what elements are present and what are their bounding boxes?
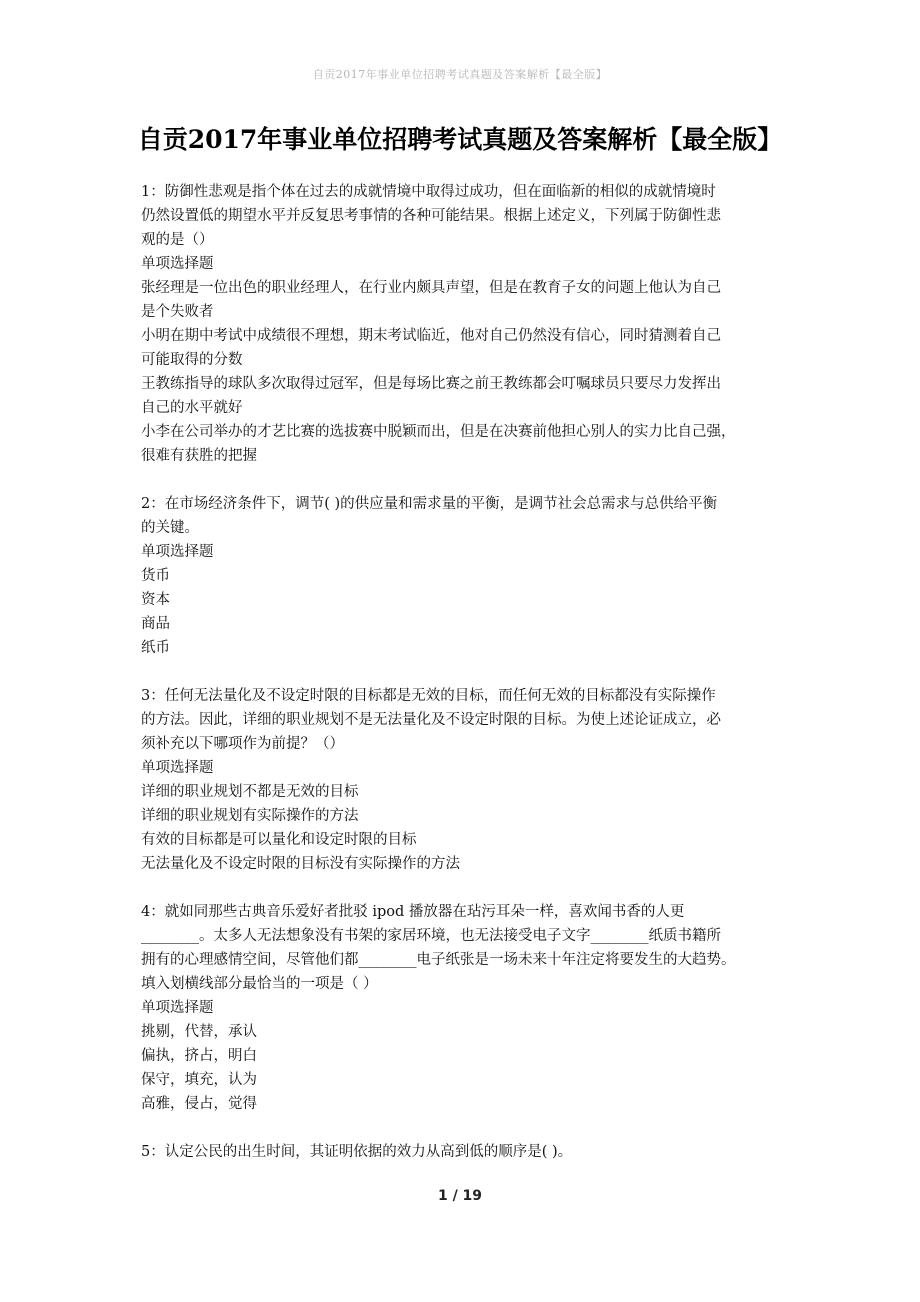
question-text-line: 填入划横线部分最恰当的一项是（ ） <box>141 976 378 992</box>
document-title: 自贡2017年事业单位招聘考试真题及答案解析【最全版】 <box>137 125 783 154</box>
question-text-line: 2：在市场经济条件下，调节( )的供应量和需求量的平衡，是调节社会总需求与总供给平衡 <box>141 496 718 512</box>
question-text-line: 的方法。因此，详细的职业规划不是无法量化及不设定时限的目标。为使上述论证成立，必 <box>141 712 721 728</box>
question-text-line: 观的是（） <box>141 232 214 248</box>
question-type: 单项选择题 <box>141 760 214 776</box>
option-line: 详细的职业规划不都是无效的目标 <box>141 784 359 800</box>
option-line: 无法量化及不设定时限的目标没有实际操作的方法 <box>141 856 460 872</box>
option-line: 货币 <box>141 568 170 584</box>
question-text-line: 5：认定公民的出生时间，其证明依据的效力从高到低的顺序是( )。 <box>141 1144 573 1160</box>
option-line: 小李在公司举办的才艺比赛的选拔赛中脱颖而出，但是在决赛前他担心别人的实力比自己强， <box>141 424 736 440</box>
question-type: 单项选择题 <box>141 544 214 560</box>
option-line: 资本 <box>141 592 170 608</box>
question-text-line: 的关键。 <box>141 520 199 536</box>
option-line: 详细的职业规划有实际操作的方法 <box>141 808 359 824</box>
question-5 <box>141 1140 791 1164</box>
question-1 <box>141 180 791 468</box>
option-line: 张经理是一位出色的职业经理人，在行业内颇具声望，但是在教育子女的问题上他认为自己 <box>141 280 721 296</box>
option-line: 小明在期中考试中成绩很不理想，期末考试临近，他对自己仍然没有信心，同时猜测着自己 <box>141 328 721 344</box>
option-line: 有效的目标都是可以量化和设定时限的目标 <box>141 832 417 848</box>
question-type: 单项选择题 <box>141 256 214 272</box>
question-2 <box>141 492 791 660</box>
option-line: 商品 <box>141 616 170 632</box>
option-line: 很难有获胜的把握 <box>141 448 257 464</box>
page-indicator: 1 / 19 <box>437 1188 483 1204</box>
question-3 <box>141 684 791 876</box>
option-line: 王教练指导的球队多次取得过冠军，但是每场比赛之前王教练都会叮嘱球员只要尽力发挥出 <box>141 376 721 392</box>
option-line: 挑剔，代替，承认 <box>141 1024 257 1040</box>
question-text-line: 1：防御性悲观是指个体在过去的成就情境中取得过成功，但在面临新的相似的成就情境时 <box>141 184 716 200</box>
option-line: 是个失败者 <box>141 304 214 320</box>
option-line: 可能取得的分数 <box>141 352 243 368</box>
question-list <box>141 180 791 1188</box>
question-text-line: ________。太多人无法想象没有书架的家居环境，也无法接受电子文字________纸质书籍所 <box>141 928 721 944</box>
question-text-line: 3：任何无法量化及不设定时限的目标都是无效的目标，而任何无效的目标都没有实际操作 <box>141 688 716 704</box>
option-line: 偏执，挤占，明白 <box>141 1048 257 1064</box>
question-text-line: 仍然设置低的期望水平并反复思考事情的各种可能结果。根据上述定义，下列属于防御性悲 <box>141 208 721 224</box>
question-type: 单项选择题 <box>141 1000 214 1016</box>
question-text-line: 须补充以下哪项作为前提？（） <box>141 736 344 752</box>
option-line: 自己的水平就好 <box>141 400 243 416</box>
option-line: 保守，填充，认为 <box>141 1072 257 1088</box>
question-text-line: 4：就如同那些古典音乐爱好者批驳 ipod 播放器在玷污耳朵一样，喜欢闻书香的人更 <box>141 904 685 920</box>
option-line: 高雅，侵占，觉得 <box>141 1096 257 1112</box>
running-header: 自贡2017年事业单位招聘考试真题及答案解析【最全版】 <box>312 68 608 81</box>
option-line: 纸币 <box>141 640 170 656</box>
question-text-line: 拥有的心理感情空间，尽管他们都________电子纸张是一场未来十年注定将要发生的大趋势。 <box>141 952 736 968</box>
question-4 <box>141 900 791 1116</box>
